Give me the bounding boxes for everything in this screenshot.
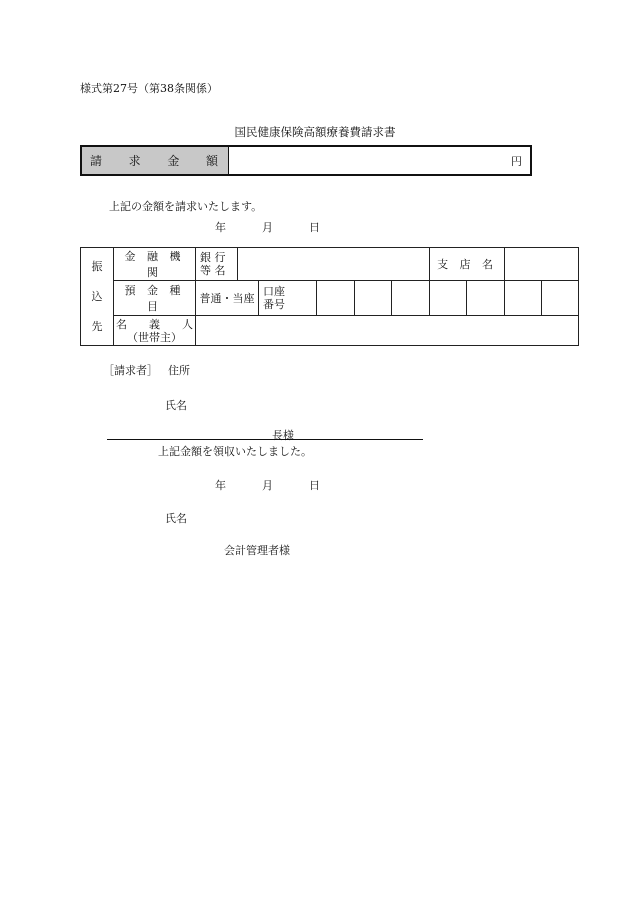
branch-name-label: 支 店 名 <box>430 248 505 281</box>
amount-label-char: 請 <box>90 154 103 168</box>
page-title: 国民健康保険高額療養費請求書 <box>234 125 396 139</box>
request-amount-box <box>80 145 532 176</box>
treasurer-addressee: 会計管理者様 <box>224 544 290 557</box>
signature-rule <box>107 439 423 440</box>
transfer-destination-label: 振 込 先 <box>81 248 114 346</box>
account-digit-cell[interactable] <box>392 281 430 316</box>
receipt-date <box>215 477 320 493</box>
received-statement: 上記金額を領収いたしました。 <box>158 445 312 458</box>
bank-name-label: 銀 行 等 名 <box>196 248 238 281</box>
account-digit-cell[interactable] <box>317 281 355 316</box>
amount-label-char: 金 <box>167 154 180 168</box>
account-holder-field[interactable] <box>196 316 579 346</box>
amount-unit: 円 <box>511 154 522 168</box>
account-digit-cell[interactable] <box>505 281 542 316</box>
deposit-type-label: 預 金 種 目 <box>114 281 196 316</box>
requester-label: ［請求者］ <box>103 364 158 377</box>
date-day: 日 <box>309 221 320 234</box>
amount-field[interactable] <box>229 147 530 174</box>
receipt-name-label: 氏名 <box>165 512 187 525</box>
account-digit-cell[interactable] <box>542 281 579 316</box>
branch-name-field[interactable] <box>505 248 579 281</box>
amount-label-char: 額 <box>205 154 218 168</box>
deposit-type-options[interactable]: 普通・当座 <box>196 281 259 316</box>
request-date <box>215 219 320 235</box>
amount-label-char: 求 <box>128 154 141 168</box>
requester-address-row <box>103 362 190 378</box>
form-number: 様式第27号（第38条関係） <box>80 82 218 95</box>
account-digit-cell[interactable] <box>430 281 467 316</box>
date-year: 年 <box>215 221 226 234</box>
account-number-label: 口座 番号 <box>259 281 317 316</box>
account-digit-cell[interactable] <box>467 281 505 316</box>
request-statement: 上記の金額を請求いたします。 <box>109 200 263 213</box>
date-year: 年 <box>215 479 226 492</box>
financial-institution-label: 金 融 機 関 <box>114 248 196 281</box>
date-month: 月 <box>262 221 273 234</box>
bank-name-field[interactable] <box>238 248 430 281</box>
addressee-suffix: 長様 <box>272 429 294 442</box>
amount-label <box>82 147 229 174</box>
address-label: 住所 <box>168 364 190 377</box>
account-digit-cell[interactable] <box>355 281 392 316</box>
requester-name-label: 氏名 <box>165 399 187 412</box>
date-month: 月 <box>262 479 273 492</box>
date-day: 日 <box>309 479 320 492</box>
bank-transfer-table <box>80 247 579 346</box>
account-holder-label: 名 義 人 （世帯主） <box>114 316 196 346</box>
